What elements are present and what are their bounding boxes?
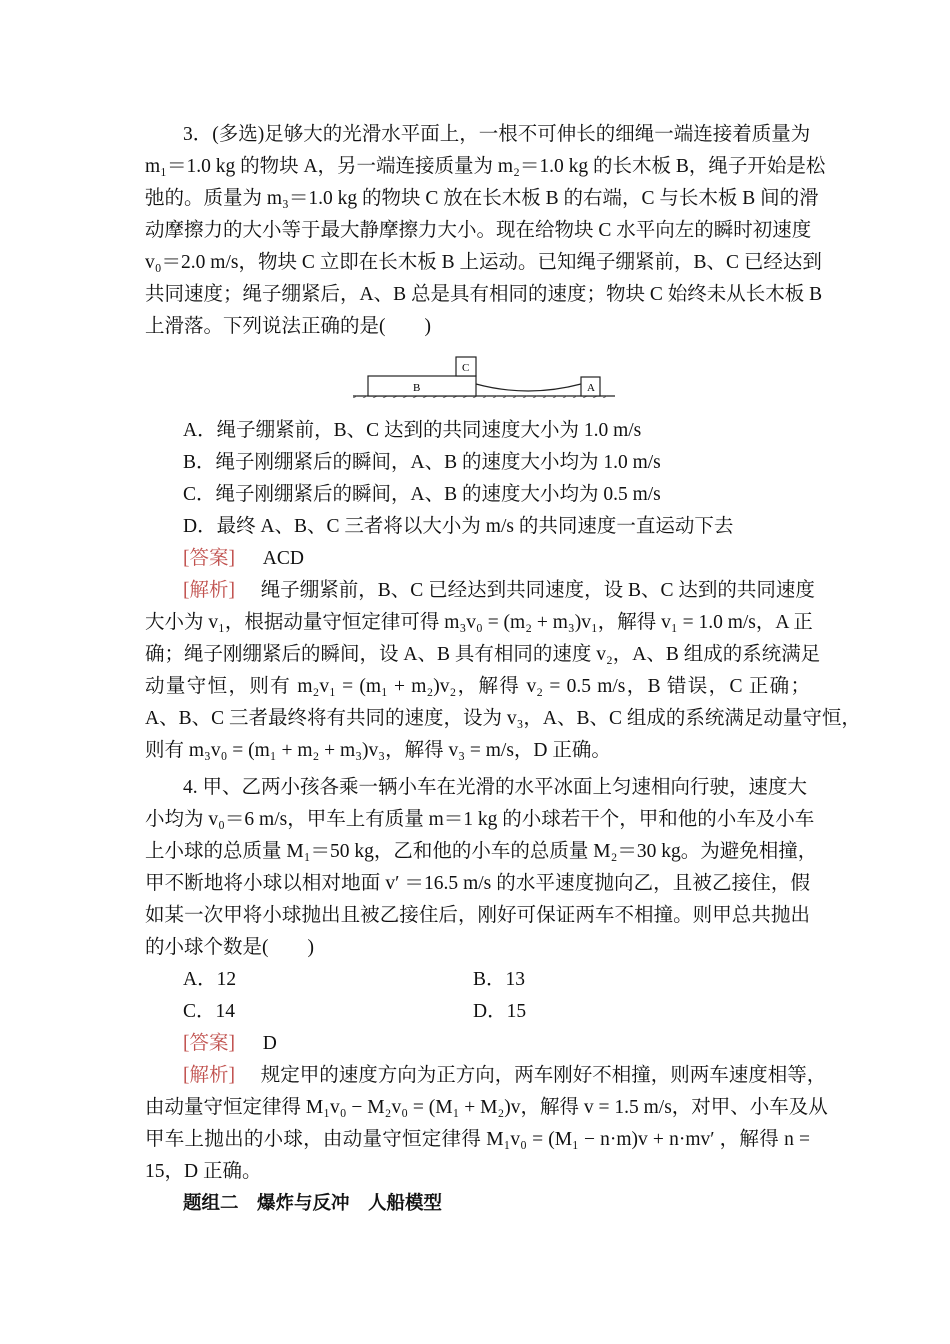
board-b [368,376,476,396]
q3-option-c: C．绳子刚绷紧后的瞬间，A、B 的速度大小均为 0.5 m/s [183,484,661,505]
q3-analysis-line-4: 动量守恒，则有 m₂v₁ = (m₁ + m₂)v₂，解得 v₂ = 0.5 m/s，B 错误，C 正确； [145,676,810,697]
q3-line-3: 弛的。质量为 m₃＝1.0 kg 的物块 C 放在长木板 B 的右端，C 与长木板 B 间的滑 [145,188,819,209]
q4-line-6: 的小球个数是( ) [145,937,314,958]
rope [476,384,581,391]
q4-line-5: 如某一次甲将小球抛出且被乙接住后，刚好可保证两车不相撞。则甲总共抛出 [145,905,810,926]
q3-analysis-line-6: 则有 m₃v₀ = (m₁ + m₂ + m₃)v₃，解得 v₃ = m/s，D 正确。 [145,740,611,761]
q4-analysis-line-3: 甲车上抛出的小球，由动量守恒定律得 M₁v₀ = (M₁ − n·m)v + n·mv′ ，解得 n = [145,1129,810,1150]
q4-answer-tag: [答案] [183,1033,235,1054]
q3-option-b: B．绳子刚绷紧后的瞬间，A、B 的速度大小均为 1.0 m/s [183,452,661,473]
q4-analysis-line-4: 15，D 正确。 [145,1161,262,1182]
q4-option-a: A．12 [183,969,237,990]
q3-line-7: 上滑落。下列说法正确的是( ) [145,316,431,337]
q3-option-d: D．最终 A、B、C 三者将以大小为 m/s 的共同速度一直运动下去 [183,516,734,537]
q4-analysis-line-1: 规定甲的速度方向为正方向，两车刚好不相撞，则两车速度相等， [260,1065,827,1086]
q3-line-2: m₁＝1.0 kg 的物块 A，另一端连接质量为 m₂＝1.0 kg 的长木板 B，绳子开始是松 [145,156,826,177]
q4-option-d: D．15 [473,1001,527,1022]
label-a: A [587,382,595,394]
q3-line-4: 动摩擦力的大小等于最大静摩擦力大小。现在给物块 C 水平向左的瞬时初速度 [145,220,812,241]
q4-answer: D [262,1033,277,1054]
q3-answer-row [183,543,848,575]
q4-analysis-row [183,1060,848,1092]
q3-line-5: v₀＝2.0 m/s，物块 C 立即在长木板 B 上运动。已知绳子绷紧前，B、C 已经达到 [145,252,822,273]
q4-analysis-tag: [解析] [183,1065,235,1086]
q3-line-6: 共同速度；绳子绷紧后，A、B 总是具有相同的速度；物块 C 始终未从长木板 B [145,284,823,305]
q3-answer-tag: [答案] [183,548,235,569]
q4-line-4: 甲不断地将小球以相对地面 v′ ＝16.5 m/s 的水平速度抛向乙，且被乙接住，假 [145,873,810,894]
q3-analysis-row [183,575,848,607]
q3-option-a: A．绳子绷紧前，B、C 达到的共同速度大小为 1.0 m/s [183,420,642,441]
section-title: 题组二 爆炸与反冲 人船模型 [183,1193,443,1214]
q3-analysis-tag: [解析] [183,580,235,601]
q3-analysis-line-3: 确；绳子刚绷紧后的瞬间，设 A、B 具有相同的速度 v₂，A、B 组成的系统满足 [145,644,821,665]
blocks-diagram [353,352,615,398]
label-c: C [462,362,470,374]
q4-line-1: 4. 甲、乙两小孩各乘一辆小车在光滑的水平冰面上匀速相向行驶，速度大 [183,777,808,798]
label-b: B [413,382,421,394]
q4-analysis-line-2: 由动量守恒定律得 M₁v₀ − M₂v₀ = (M₁ + M₂)v，解得 v = 1.5 m/s，对甲、小车及从 [145,1097,828,1118]
q3-answer: ACD [262,548,304,569]
q4-answer-row [183,1028,848,1060]
q3-analysis-line-1: 绳子绷紧前，B、C 已经达到共同速度，设 B、C 达到的共同速度 [260,580,815,601]
q3-analysis-line-5: A、B、C 三者最终将有共同的速度，设为 v₃，A、B、C 组成的系统满足动量守恒， [145,708,861,729]
q4-line-2: 小均为 v₀＝6 m/s，甲车上有质量 m＝1 kg 的小球若干个，甲和他的小车及小车 [145,809,815,830]
q4-line-3: 上小球的总质量 M₁＝50 kg，乙和他的小车的总质量 M₂＝30 kg。为避免相撞， [145,841,818,862]
q4-option-b: B．13 [473,969,526,990]
q4-option-c: C．14 [183,1001,236,1022]
q3-line-1: 3．(多选)足够大的光滑水平面上，一根不可伸长的细绳一端连接着质量为 [183,124,811,145]
q3-analysis-line-2: 大小为 v₁，根据动量守恒定律可得 m₃v₀ = (m₂ + m₃)v₁，解得 v₁ = 1.0 m/s，A 正 [145,612,813,633]
